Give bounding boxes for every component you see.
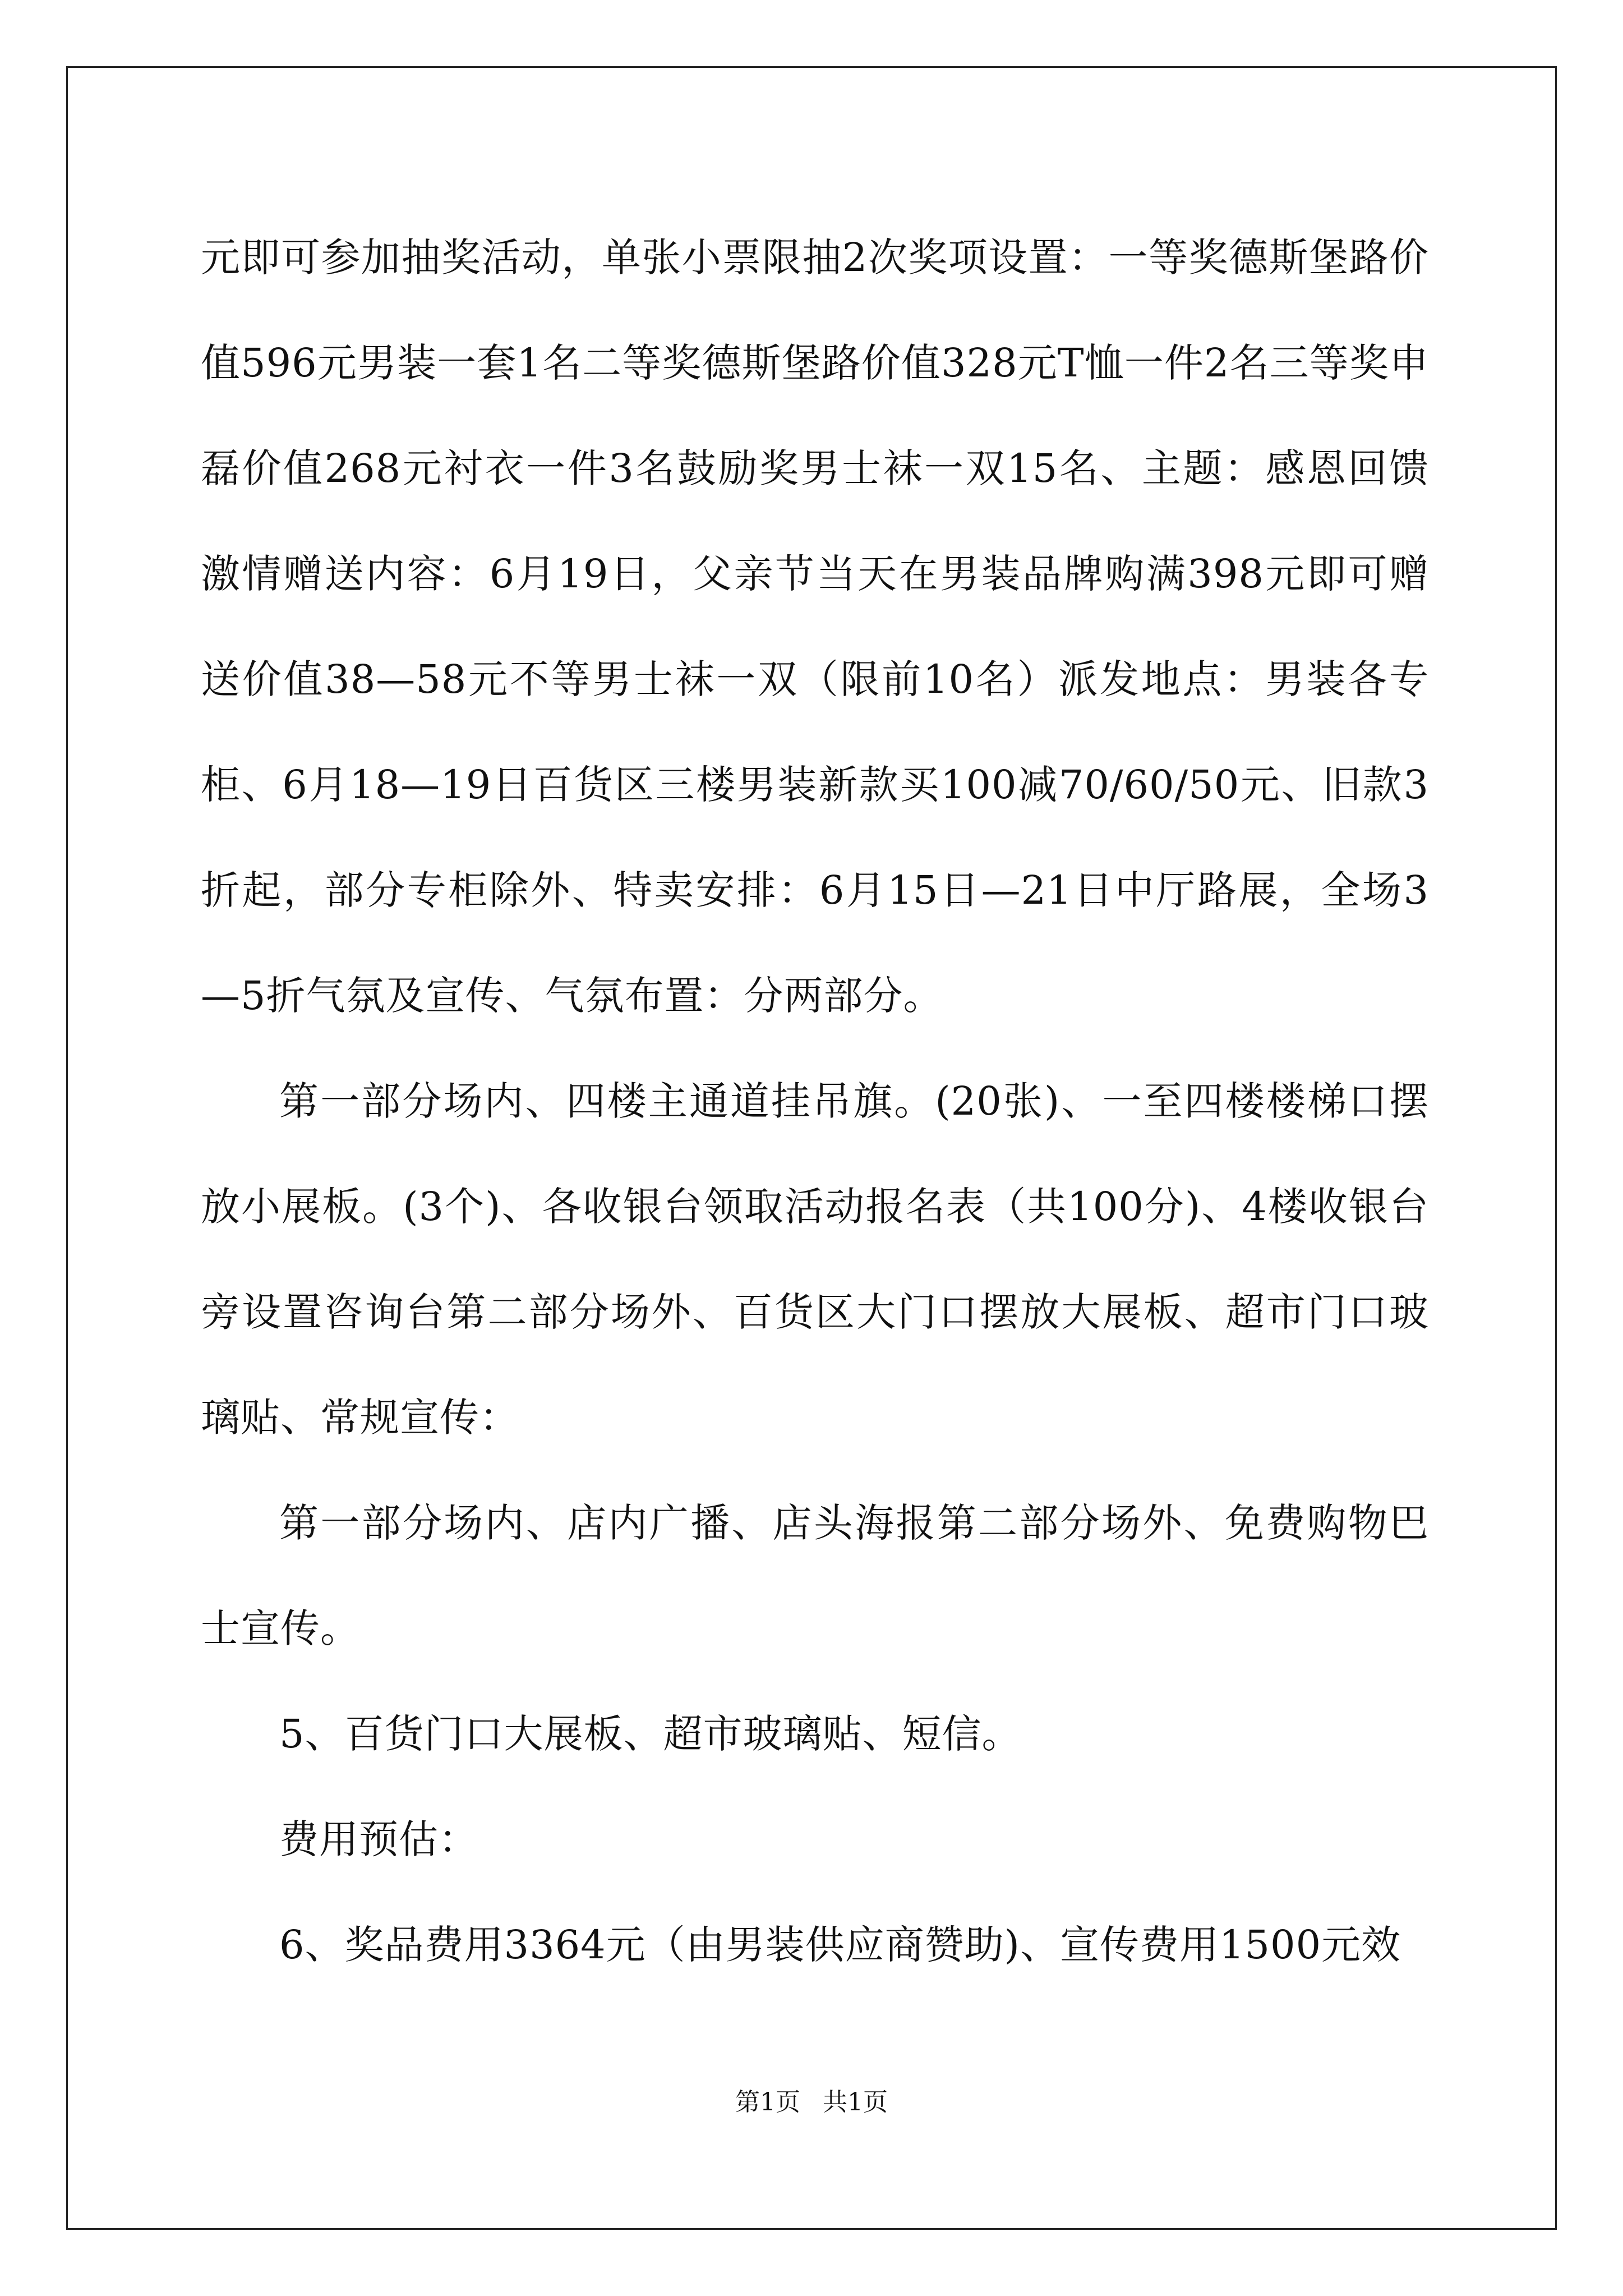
page-total: 共1页 <box>823 2088 888 2116</box>
page-footer <box>0 2086 1623 2119</box>
paragraph-3: 第一部分场内、店内广播、店头海报第二部分场外、免费购物巴士宣传。 <box>201 1500 1429 1651</box>
document-body <box>201 205 1429 1998</box>
page-number: 第1页 <box>735 2088 800 2116</box>
paragraph-2: 第一部分场内、四楼主通道挂吊旗。(20张)、一至四楼楼梯口摆放小展板。(3个)、各收银台领取活动报名表（共100分)、4楼收银台旁设置咨询台第二部分场外、百货区大门口摆放大展板、超市门口玻璃贴、常规宣传： <box>201 1078 1429 1441</box>
paragraph-4: 5、百货门口大展板、超市玻璃贴、短信。 <box>279 1711 1022 1757</box>
paragraph-1: 元即可参加抽奖活动，单张小票限抽2次奖项设置：一等奖德斯堡路价值596元男装一套1名二等奖德斯堡路价值328元T恤一件2名三等奖申磊价值268元衬衣一件3名鼓励奖男士袜一双15名、主题：感恩回馈激情赠送内容：6月19日，父亲节当天在男装品牌购满398元即可赠送价值38—58元不等男士袜一双（限前10名）派发地点：男装各专柜、6月18—19日百货区三楼男装新款买100减70/60/50元、旧款3折起，部分专柜除外、特卖安排：6月15日—21日中厅路展，全场3—5折气氛及宣传、气氛布置：分两部分。 <box>201 234 1429 1019</box>
paragraph-6: 6、奖品费用3364元（由男装供应商赞助)、宣传费用1500元效 <box>279 1922 1401 1968</box>
paragraph-5: 费用预估： <box>279 1816 478 1862</box>
